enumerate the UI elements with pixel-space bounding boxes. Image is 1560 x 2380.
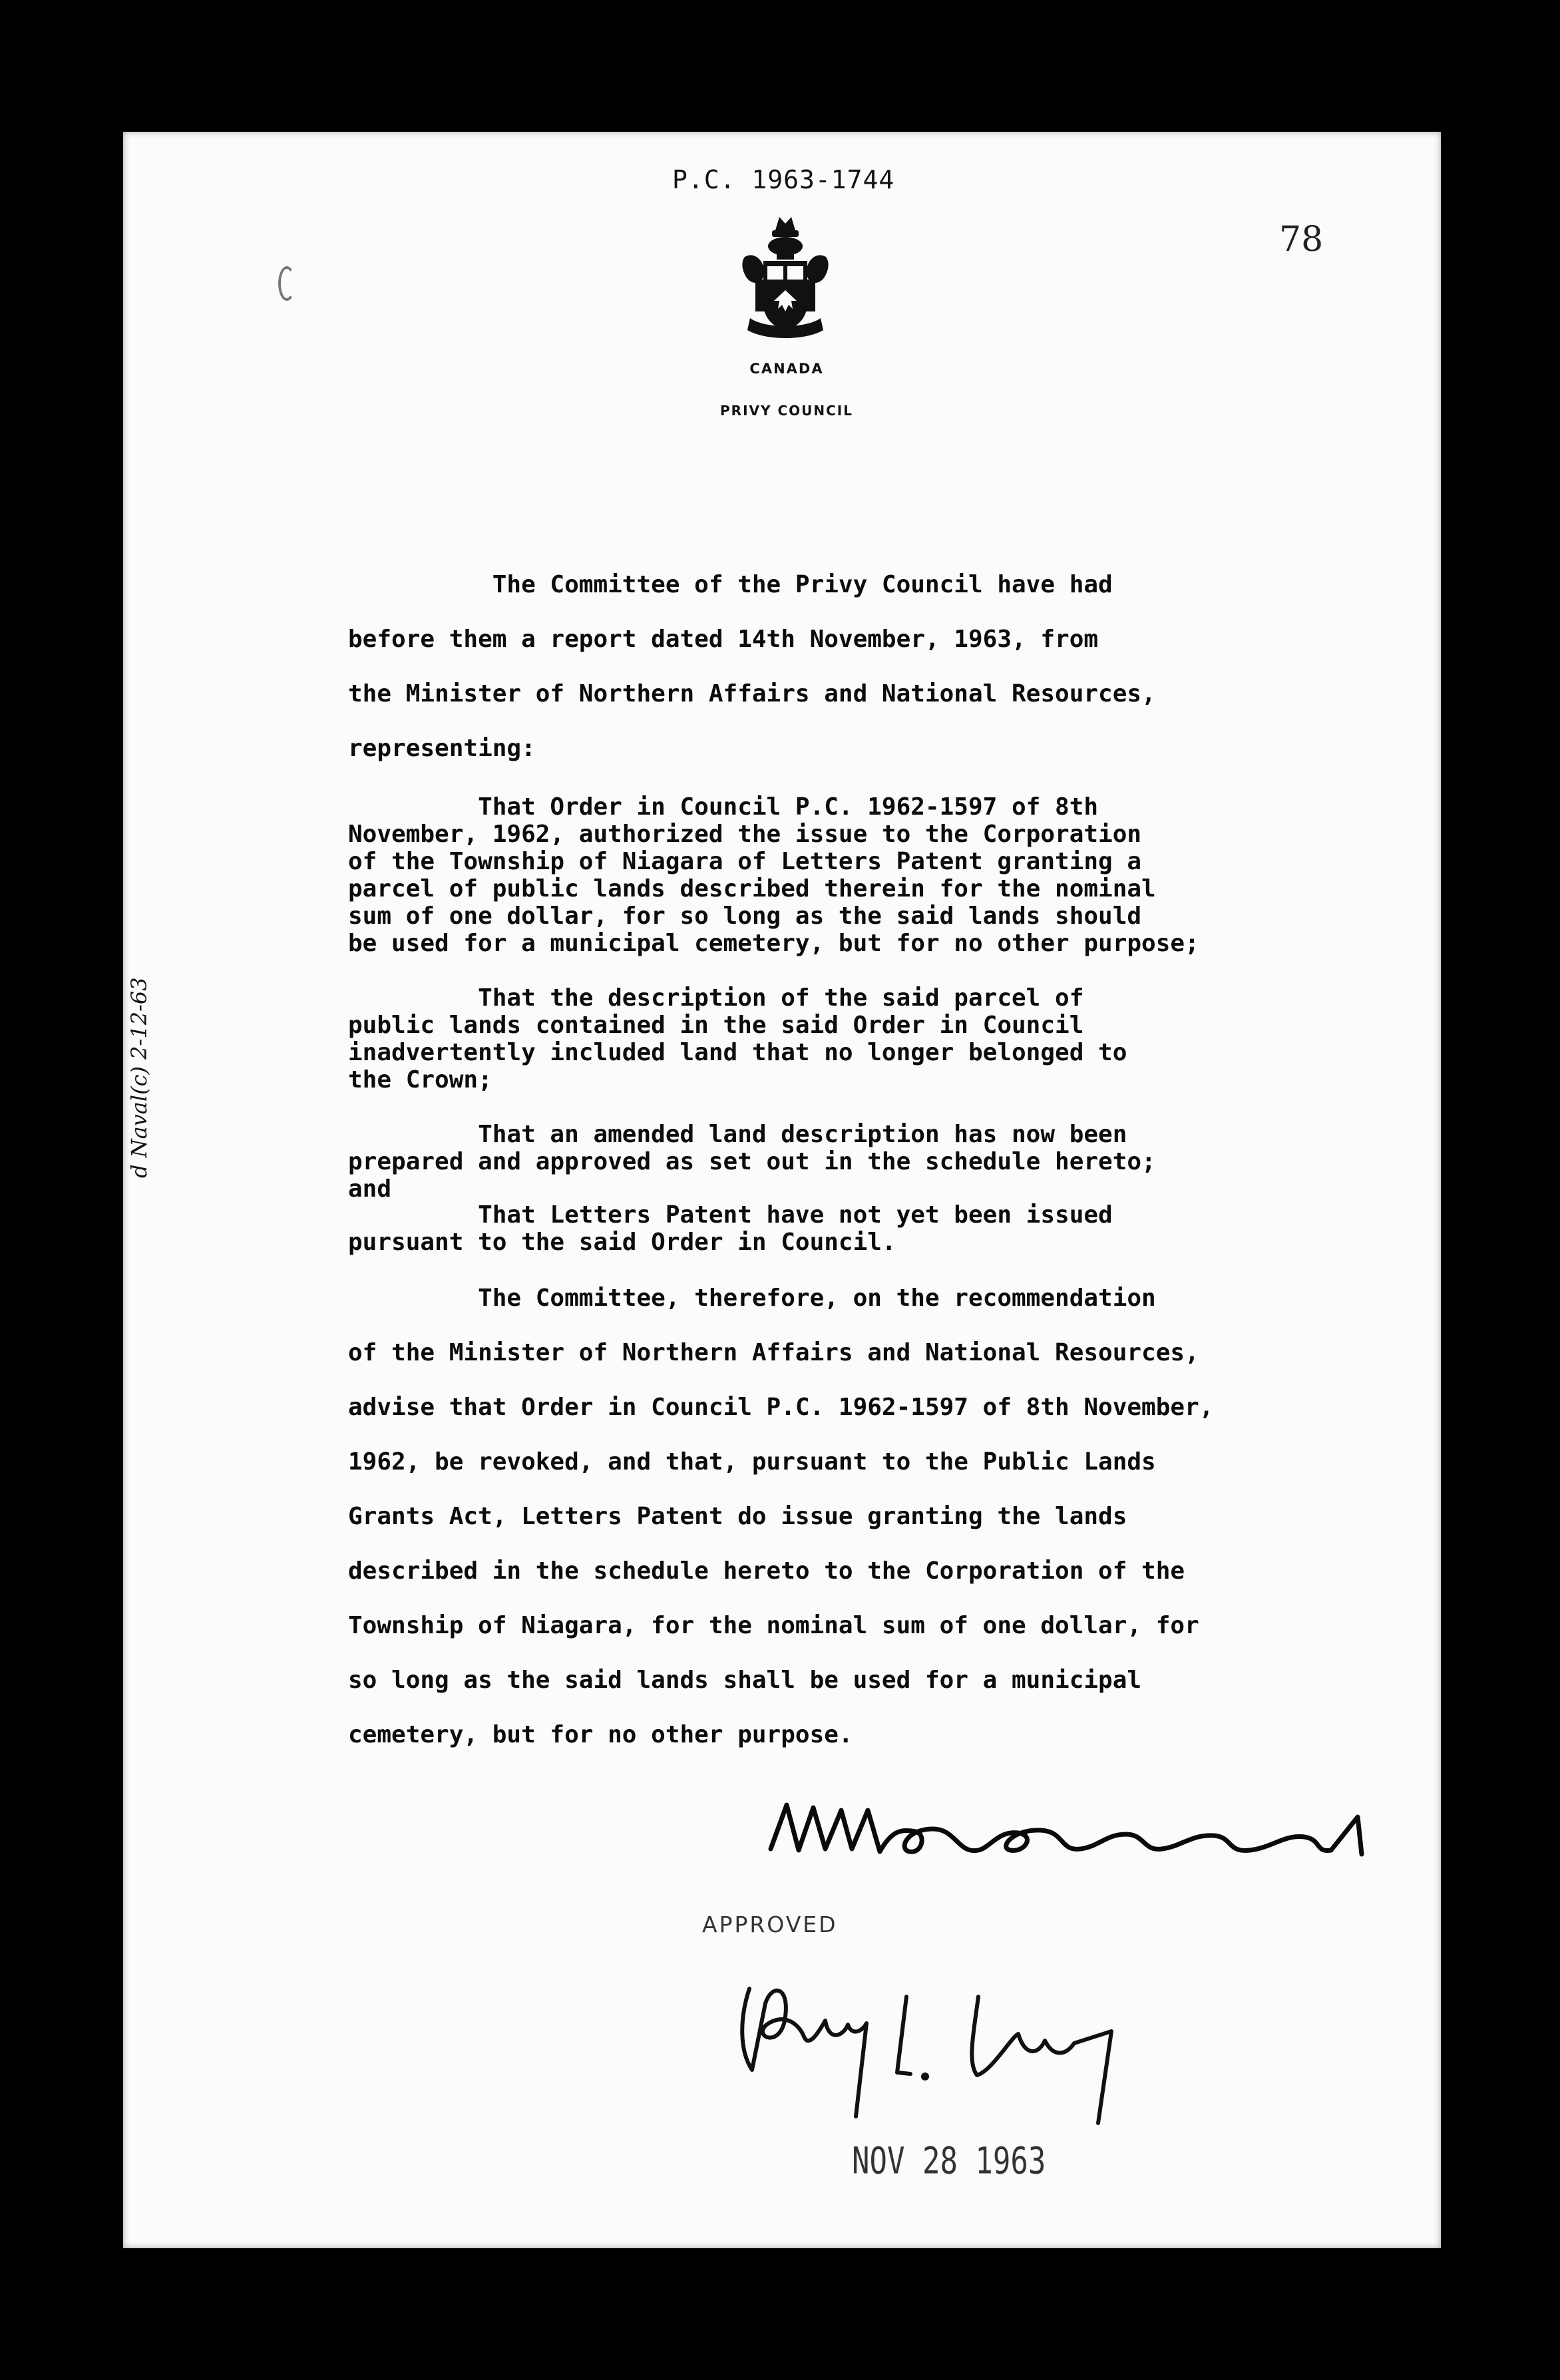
page-number: 78 bbox=[1279, 220, 1324, 260]
approval-date-stamp: NOV 28 1963 bbox=[852, 2140, 1046, 2183]
punch-hole-mark bbox=[278, 266, 295, 301]
clause-amended-description: That an amended land description has now been prepared and approved as set out in the schedule hereto; and bbox=[348, 1121, 1156, 1203]
governor-general-signature bbox=[725, 1957, 1151, 2130]
office-label: PRIVY COUNCIL bbox=[720, 403, 853, 419]
clause-description-error: That the description of the said parcel of public lands contained in the said Order in Council inadvertently included land that no longer belonged to the Crown; bbox=[348, 984, 1127, 1093]
country-label: CANADA bbox=[749, 361, 824, 377]
clause-letters-patent: That Letters Patent have not yet been issued pursuant to the said Order in Council. bbox=[348, 1201, 1113, 1256]
coat-of-arms-icon bbox=[735, 212, 835, 345]
intro-paragraph: The Committee of the Privy Council have had before them a report dated 14th November, 1963, from the Minister of Northern Affairs and National Resources, representing: bbox=[348, 571, 1156, 762]
approved-label: APPROVED bbox=[702, 1911, 838, 1937]
clerk-signature bbox=[759, 1790, 1384, 1877]
clause-order-in-council: That Order in Council P.C. 1962-1597 of 8th November, 1962, authorized the issue to the Corporation of the Township of Niagara of Letters Patent granting a parcel of public lands described therein for the nominal sum of one dollar, for so long as the said lands should be used for a municipal cemetery, but for no other purpose; bbox=[348, 793, 1199, 957]
handwritten-margin-note: d Naval(c) 2-12-63 bbox=[126, 977, 152, 1178]
resolution-paragraph: The Committee, therefore, on the recommendation of the Minister of Northern Affairs and National Resources, advise that Order in Council P.C. 1962-1597 of 8th November, 1962, be revoked, and that, pursuant to the Public Lands Grants Act, Letters Patent do issue granting the lands described in the schedule hereto to the Corporation of the Township of Niagara, for the nominal sum of one dollar, for so long as the said lands shall be used for a municipal cemetery, but for no other purpose. bbox=[348, 1285, 1214, 1748]
order-reference-number: P.C. 1963-1744 bbox=[672, 165, 895, 194]
